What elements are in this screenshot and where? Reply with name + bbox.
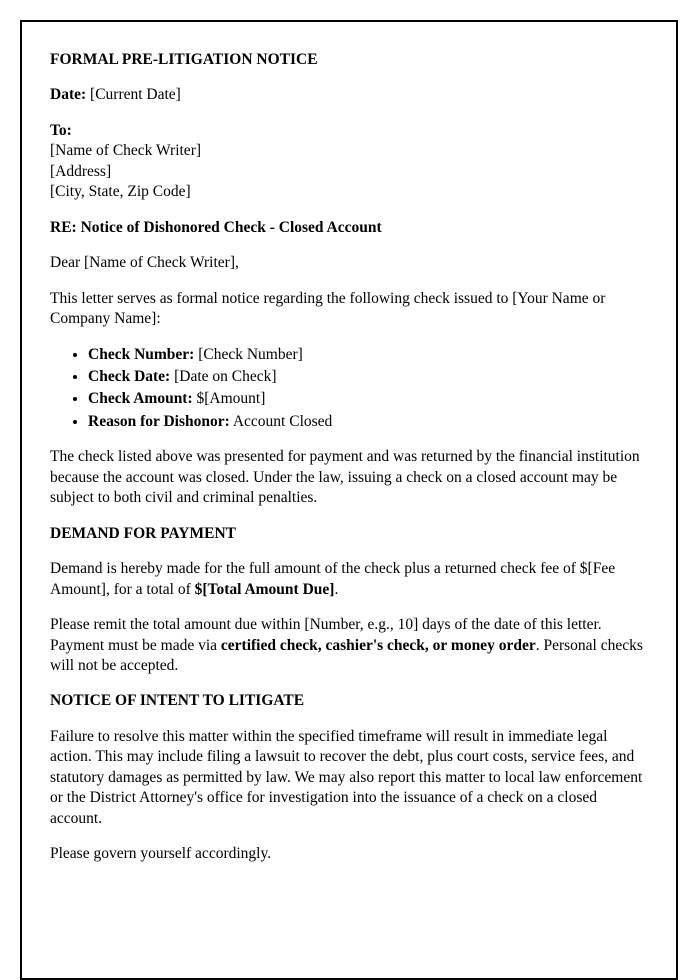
check-amount-label: Check Amount: bbox=[88, 390, 193, 408]
recipient-name: [Name of Check Writer] bbox=[50, 142, 202, 160]
salutation: Dear [Name of Check Writer], bbox=[50, 254, 239, 272]
check-date-value: [Date on Check] bbox=[174, 367, 277, 385]
demand-paragraph-2: Please remit the total amount due within [Number, e.g., 10] days of the date of this letter. Payment must be made via certified check, cashier's check, or money order. Personal checks will not be accepted. bbox=[50, 616, 643, 674]
list-item bbox=[88, 389, 646, 409]
date-line bbox=[50, 85, 646, 105]
recipient-block bbox=[50, 121, 646, 203]
litigate-paragraph: Failure to resolve this matter within the specified timeframe will result in immediate legal action. This may include filing a lawsuit to recover the debt, plus court costs, service fees, and statutory damages as permitted by law. We may also report this matter to local law enforcement or the District Attorney's office for investigation into the issuance of a check on a closed account. bbox=[50, 727, 643, 827]
body-paragraph: The check listed above was presented for payment and was returned by the financial institution because the account was closed. Under the law, issuing a check on a closed account may be subject to both civil and criminal penalties. bbox=[50, 448, 640, 507]
check-date-label: Check Date: bbox=[88, 367, 171, 385]
list-item bbox=[88, 345, 646, 365]
to-label: To: bbox=[50, 121, 72, 139]
dishonor-reason-label: Reason for Dishonor: bbox=[88, 412, 230, 430]
letter-content bbox=[22, 22, 676, 910]
total-amount-due: $[Total Amount Due] bbox=[194, 580, 335, 598]
demand-heading: DEMAND FOR PAYMENT bbox=[50, 524, 236, 542]
demand-paragraph-1: Demand is hereby made for the full amount of the check plus a returned check fee of $[Fee Amount], for a total of $[Total Amount Due]. bbox=[50, 560, 616, 598]
payment-methods: certified check, cashier's check, or money order bbox=[220, 636, 536, 654]
check-number-label: Check Number: bbox=[88, 345, 195, 363]
check-details-list bbox=[50, 345, 646, 433]
date-value: [Current Date] bbox=[90, 86, 181, 104]
recipient-city-state-zip: [City, State, Zip Code] bbox=[50, 183, 191, 201]
check-amount-value: $[Amount] bbox=[196, 390, 266, 408]
litigate-heading: NOTICE OF INTENT TO LITIGATE bbox=[50, 692, 305, 710]
check-number-value: [Check Number] bbox=[198, 345, 303, 363]
letter-page bbox=[20, 20, 678, 980]
re-line: RE: Notice of Dishonored Check - Closed Account bbox=[50, 218, 382, 236]
intro-paragraph: This letter serves as formal notice regarding the following check issued to [Your Name or Company Name]: bbox=[50, 289, 606, 328]
letter-title: FORMAL PRE-LITIGATION NOTICE bbox=[50, 51, 318, 68]
list-item bbox=[88, 367, 646, 387]
dishonor-reason-value: Account Closed bbox=[232, 412, 333, 430]
recipient-address: [Address] bbox=[50, 162, 112, 180]
list-item bbox=[88, 412, 646, 432]
date-label: Date: bbox=[50, 86, 87, 104]
closing-line: Please govern yourself accordingly. bbox=[50, 845, 272, 863]
